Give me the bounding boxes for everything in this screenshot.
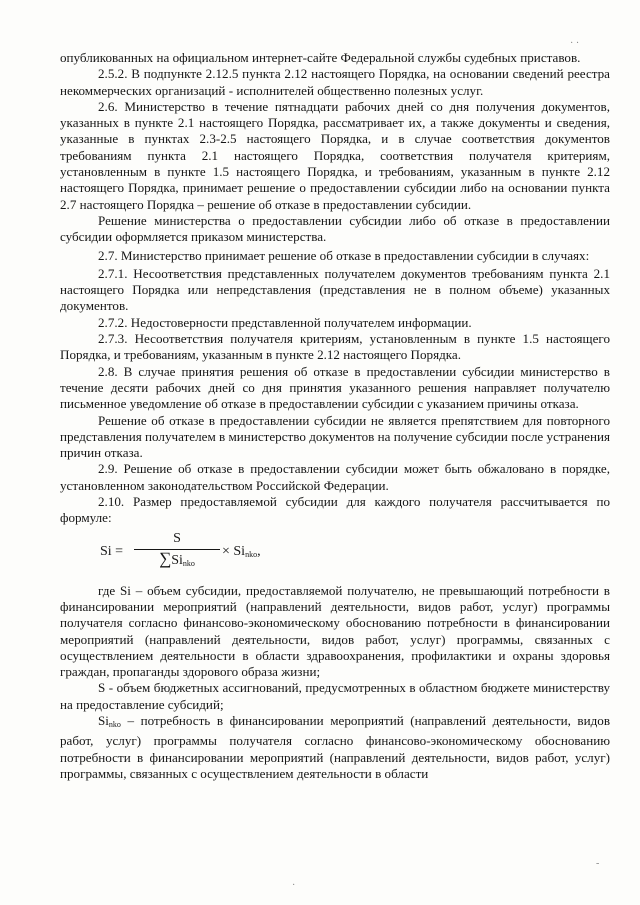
si-nko-var: Si — [98, 712, 109, 728]
subsidy-formula — [60, 531, 610, 577]
scan-artifact: · · — [570, 38, 580, 49]
formula-numerator: S — [173, 530, 181, 546]
paragraph-decision-order: Решение министерства о предоставлении субсидии либо об отказе в предоставлении субсидии оформляется приказом министерства. — [60, 212, 610, 245]
paragraph-2-9: 2.9. Решение об отказе в предоставлении субсидии может быть обжаловано в порядке, установленном законодательством Российской Федерации. — [60, 461, 610, 493]
formula-rhs — [222, 544, 261, 563]
paragraph-2-7-2: 2.7.2. Недостоверности представленной получателем информации. — [98, 314, 472, 330]
definition-si-nko — [60, 713, 610, 782]
scan-artifact: · — [292, 880, 296, 891]
formula-lhs: Si = — [100, 543, 124, 559]
paragraph-refusal-note: Решение об отказе в предоставлении субсидии не является препятствием для повторного представления получателем в министерство документов на получение субсидии после устранения причин отказа. — [60, 412, 610, 461]
formula-denominator — [132, 550, 222, 572]
paragraph-2-10: 2.10. Размер предоставляемой субсидии для каждого получателя рассчитывается по формуле: — [60, 494, 610, 526]
definition-si: где Si – объем субсидии, предоставляемой получателю, не превышающий потребности в финансировании мероприятий (направлений деятельности, видов работ, услуг) программы получателя согласно финансово-экономическому обоснованию потребности в финансировании мероприятий (направлений деятельности, видов работ, услуг) программы, связанных с осуществлением деятельности в области здравоохранения, профилактики и охраны здоровья граждан, пропаганды здорового образа жизни; — [60, 582, 610, 680]
paragraph-continuation: опубликованных на официальном интернет-сайте Федеральной службы судебных приставов. — [60, 50, 581, 65]
paragraph-2-6: 2.6. Министерство в течение пятнадцати рабочих дней со дня получения документов, указанных в пункте 2.1 настоящего Порядка, рассматривает их, а также документы и сведения, указанные в пунктах 2.3-2.5 настоящего Порядка, и в случае соответствия документов требованиям пункта 2.1 настоящего Порядка, соответствия получателя критериям, установленным в пункте 1.5 настоящего Порядка, и требованиям, указанным в пункте 2.12 настоящего Порядка, принимает решение о предоставлении субсидии либо на основании пункта 2.7 настоящего Порядка – решение об отказе в предоставлении субсидии. — [60, 98, 610, 212]
document-body — [60, 50, 610, 782]
formula-fraction — [132, 531, 222, 572]
paragraph-2-7-1: 2.7.1. Несоответствия представленных получателем документов требованиям пункта 2.1 настоящего Порядка или непредставления (представления не в полном объеме) указанных документов. — [60, 265, 610, 314]
sum-symbol: ∑ — [159, 548, 172, 568]
paragraph-2-7-3: 2.7.3. Несоответствия получателя критериям, установленным в пункте 1.5 настоящего Порядка, и требованиям, указанным в пункте 2.12 настоящего Порядка. — [60, 331, 610, 363]
formula-tail: , — [257, 543, 261, 559]
definition-s: S - объем бюджетных ассигнований, предусмотренных в областном бюджете министерству на предоставление субсидий; — [60, 680, 610, 712]
scan-artifact: - — [596, 858, 600, 869]
si-nko-sub: nko — [108, 719, 121, 729]
denominator-sub: nko — [182, 558, 195, 568]
formula-multiplier: × Si — [222, 543, 246, 559]
paragraph-2-5-2: 2.5.2. В подпункте 2.12.5 пункта 2.12 настоящего Порядка, на основании сведений реестра некоммерческих организаций - исполнителей общественно полезных услуг. — [60, 66, 610, 98]
paragraph-2-8: 2.8. В случае принятия решения об отказе в предоставлении субсидии министерство в течение десяти рабочих дней со дня принятия указанного решения направляет получателю письменное уведомление об отказе в предоставлении субсидии с указанием причины отказа. — [60, 363, 610, 412]
denominator-var: Si — [171, 552, 183, 568]
rhs-sub: nko — [245, 549, 258, 559]
paragraph-2-7: 2.7. Министерство принимает решение об отказе в предоставлении субсидии в случаях: — [98, 247, 590, 263]
si-nko-text: – потребность в финансировании мероприятий (направлений деятельности, видов работ, услуг) программы получателя согласно финансово-экономическому обоснованию потребности в финансировании мероприятий (направлений деятельности, видов работ, услуг) программы, связанных с осуществлением деятельности в области — [60, 712, 610, 781]
